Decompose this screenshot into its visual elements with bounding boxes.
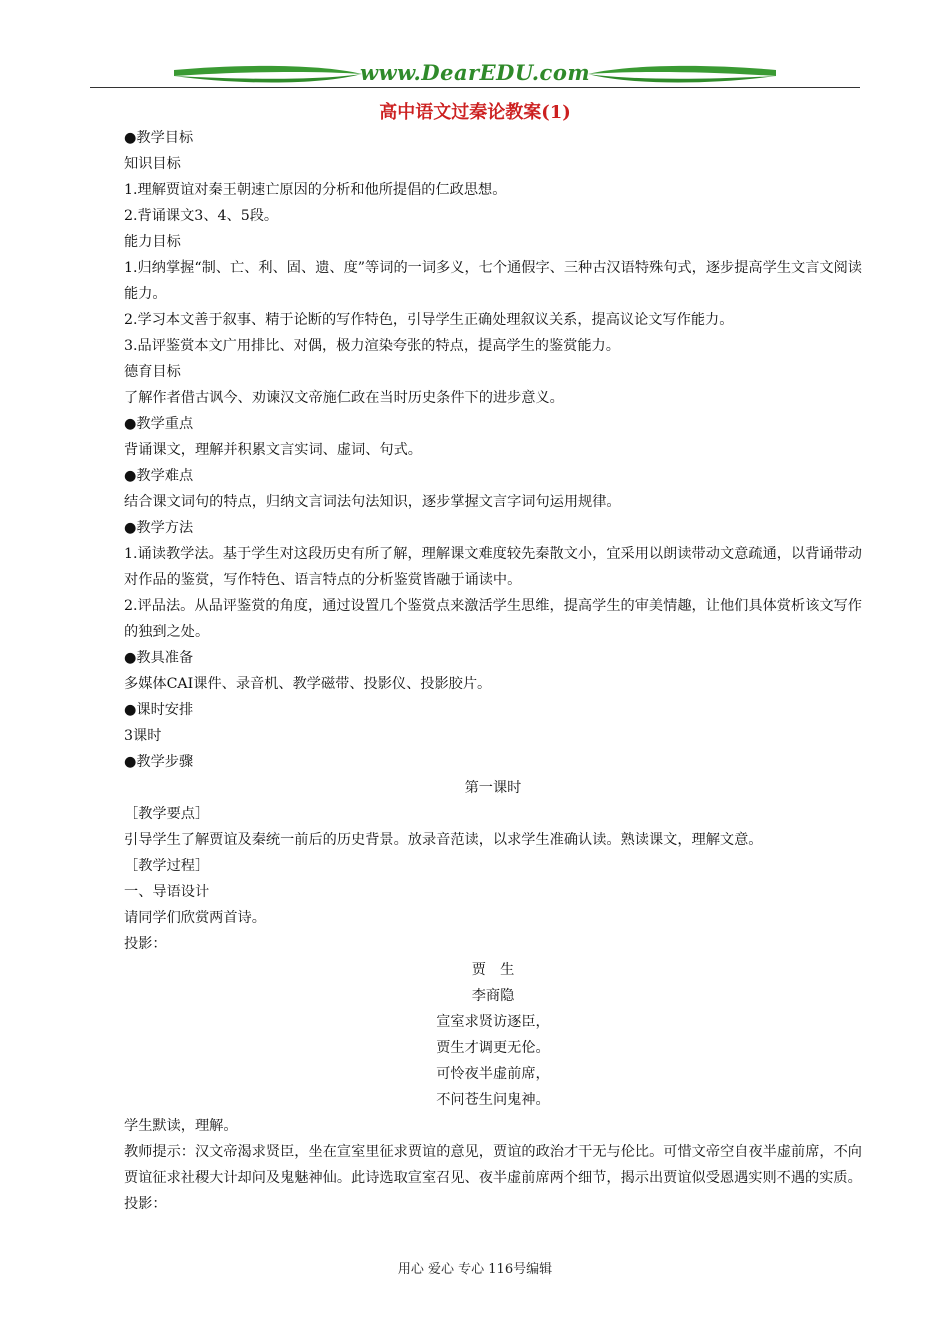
- poem-line: 贾生才调更无伦。: [436, 1040, 550, 1056]
- subheading-ability: 能力目标: [124, 234, 181, 250]
- label-process: ［教学过程］: [124, 858, 210, 874]
- label-projection: 投影：: [124, 1196, 167, 1212]
- page-title: 高中语文过秦论教案(1): [379, 102, 571, 123]
- paragraph-ability-3: 3.品评鉴赏本文广用排比、对偶，极力渲染夸张的特点，提高学生的鉴赏能力。: [124, 338, 620, 354]
- document-body: [124, 125, 862, 1217]
- paragraph-intro: 请同学们欣赏两首诗。: [124, 910, 266, 926]
- lesson-title: 第一课时: [464, 780, 522, 796]
- section-heading-materials: ●教具准备: [124, 650, 194, 666]
- label-key-points: ［教学要点］: [124, 806, 210, 822]
- section-heading-methods: ●教学方法: [124, 520, 194, 536]
- paragraph-method-1: 1.诵读教学法。基于学生对这段历史有所了解，理解课文难度较先秦散文小，宜采用以朗读带动文意疏通，以背诵带动对作品的鉴赏，写作特色、语言特点的分析鉴赏皆融于诵读中。: [124, 546, 862, 588]
- subheading-knowledge: 知识目标: [124, 156, 181, 172]
- paragraph-teacher-hint: 教师提示：汉文帝渴求贤臣，坐在宣室里征求贾谊的意见，贾谊的政治才干无与伦比。可惜文帝空自夜半虚前席，不向贾谊征求社稷大计却问及鬼魅神仙。此诗选取宣室召见、夜半虚前席两个细节，揭示出贾谊似受恩遇实则不遇的实质。: [124, 1144, 862, 1186]
- section-heading-difficulties: ●教学难点: [124, 468, 194, 484]
- paragraph-moral-1: 了解作者借古讽今、劝谏汉文帝施仁政在当时历史条件下的进步意义。: [124, 390, 564, 406]
- poem-line: 可怜夜半虚前席，: [436, 1066, 550, 1082]
- poem-title: 贾 生: [471, 962, 515, 978]
- page-footer: 用心 爱心 专心 116号编辑: [397, 1262, 553, 1277]
- paragraph-schedule: 3课时: [124, 728, 162, 744]
- section-heading-steps: ●教学步骤: [124, 754, 194, 770]
- label-projection: 投影：: [124, 936, 167, 952]
- paragraph-ability-2: 2.学习本文善于叙事、精于论断的写作特色，引导学生正确处理叙议关系，提高议论文写作能力。: [124, 312, 734, 328]
- paragraph-ability-1: 1.归纳掌握“制、亡、利、固、遗、度”等词的一词多义，七个通假字、三种古汉语特殊句式，逐步提高学生文言文阅读能力。: [124, 260, 862, 302]
- label-intro: 一、导语设计: [124, 884, 210, 900]
- poem-line: 宣室求贤访逐臣，: [436, 1014, 550, 1030]
- paragraph-knowledge-1: 1.理解贾谊对秦王朝速亡原因的分析和他所提倡的仁政思想。: [124, 182, 507, 198]
- paragraph-knowledge-2: 2.背诵课文3、4、5段。: [124, 208, 279, 224]
- site-logo[interactable]: www.DearEDU.com: [359, 60, 591, 85]
- paragraph-difficulties: 结合课文词句的特点，归纳文言词法句法知识，逐步掌握文言字词句运用规律。: [124, 494, 621, 510]
- subheading-moral: 德育目标: [124, 364, 181, 380]
- section-heading-key-points: ●教学重点: [124, 416, 194, 432]
- poem-line: 不问苍生问鬼神。: [436, 1092, 550, 1108]
- paragraph-method-2: 2.评品法。从品评鉴赏的角度，通过设置几个鉴赏点来激活学生思维，提高学生的审美情趣，让他们具体赏析该文写作的独到之处。: [124, 598, 862, 640]
- paragraph-after-poem: 学生默读，理解。: [124, 1118, 238, 1134]
- section-heading-objectives: ●教学目标: [124, 130, 194, 146]
- paragraph-lesson-key-points: 引导学生了解贾谊及秦统一前后的历史背景。放录音范读，以求学生准确认读。熟读课文，理解文意。: [124, 832, 763, 848]
- paragraph-key-points: 背诵课文，理解并积累文言实词、虚词、句式。: [124, 442, 422, 458]
- section-heading-schedule: ●课时安排: [124, 702, 194, 718]
- paragraph-materials: 多媒体CAI课件、录音机、教学磁带、投影仪、投影胶片。: [124, 676, 492, 692]
- header-divider: [90, 87, 860, 88]
- poem-author: 李商隐: [471, 988, 515, 1004]
